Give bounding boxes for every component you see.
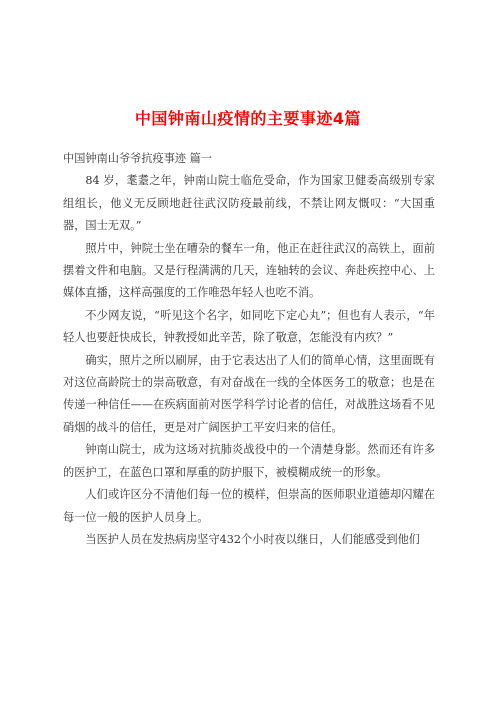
document-body — [63, 148, 435, 551]
section-subtitle: 中国钟南山爷爷抗疫事迹 篇一 — [63, 152, 212, 165]
paragraph: 确实，照片之所以刷屏，由于它表达出了人们的简单心情，这里面既有对这位高龄院士的崇高敬意，有对奋战在一线的全体医务工的敬意；也是在传递一种信任——在疾病面前对医学科学讨论者的信任，对战胜这场看不见硝烟的战斗的信任，更是对广阔医护工平安归来的信任。 — [63, 353, 435, 434]
paragraph: 84 岁，耄耋之年，钟南山院士临危受命，作为国家卫健委高级别专家组组长，他义无反顾地赶往武汉防疫最前线，不禁让网友慨叹：“大国重器，国士无双。” — [63, 174, 435, 233]
paragraph: 不少网友说，“听见这个名字，如同吃下定心丸”；但也有人表示，“年轻人也要赶快成长，钟教授如此辛苦，除了敬意，怎能没有内疚？” — [63, 308, 435, 345]
document-title: 中国钟南山疫情的主要事迹4篇 — [134, 109, 362, 128]
paragraph: 钟南山院士，成为这场对抗肺炎战役中的一个清楚身影。然而还有许多的医护工，在蓝色口罩和厚重的防护服下，被模糊成统一的形象。 — [63, 443, 435, 479]
paragraph: 人们或许区分不清他们每一位的模样，但崇高的医师职业道德却闪耀在每一位一般的医护人员身上。 — [63, 488, 435, 524]
paragraph: 当医护人员在发热病房坚守432个小时夜以继日，人们能感受到他们 — [85, 532, 420, 546]
paragraph: 照片中，钟院士坐在嘈杂的餐车一角，他正在赶往武汉的高铁上，面前摆着文件和电脑。又是行程满满的几天，连轴转的会议、奔赴疾控中心、上媒体直播，这样高强度的工作唯恐年轻人也吃不消。 — [63, 241, 435, 300]
